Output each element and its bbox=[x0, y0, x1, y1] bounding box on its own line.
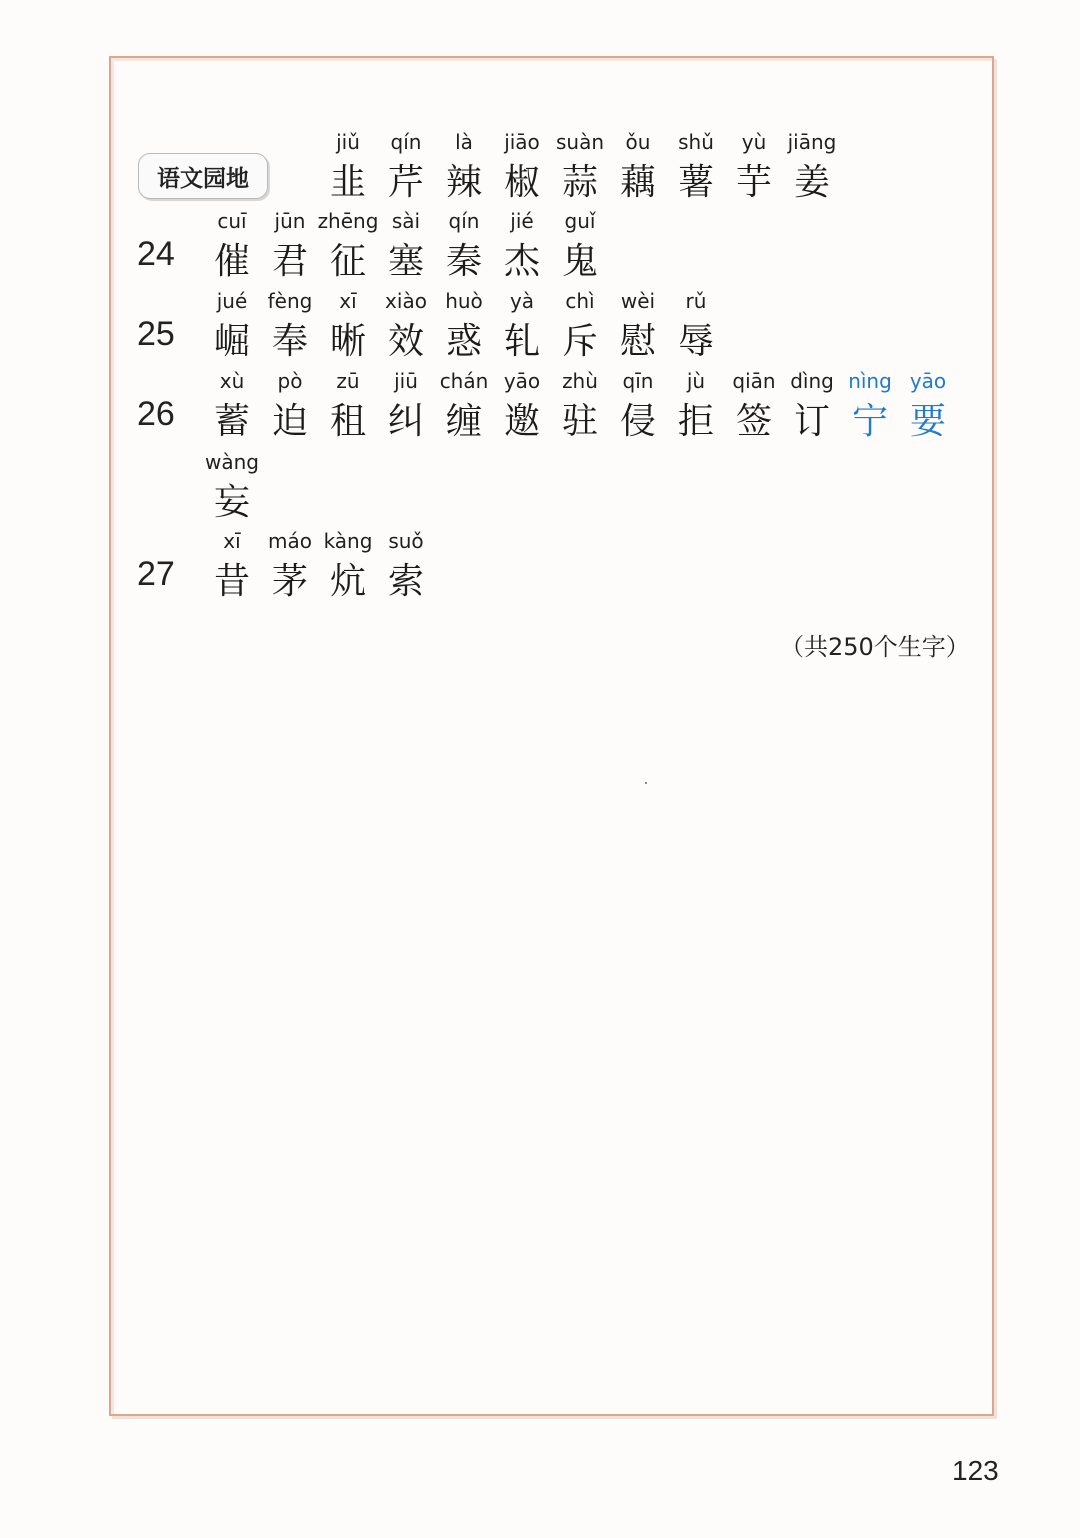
hanzi: 崛 bbox=[213, 321, 250, 362]
hanzi: 辱 bbox=[677, 321, 714, 362]
pinyin: kàng bbox=[323, 529, 373, 553]
pinyin: jué bbox=[216, 289, 248, 313]
pinyin: yāo bbox=[909, 369, 947, 393]
pinyin: jūn bbox=[274, 209, 306, 233]
hanzi: 藕 bbox=[619, 162, 656, 203]
pinyin: xī bbox=[223, 529, 241, 553]
hanzi: 纠 bbox=[387, 401, 424, 442]
hanzi: 姜 bbox=[793, 162, 830, 203]
pinyin: jiǔ bbox=[336, 130, 360, 154]
hanzi: 韭 bbox=[329, 162, 366, 203]
hanzi: 芹 bbox=[387, 162, 424, 203]
hanzi: 芋 bbox=[735, 162, 772, 203]
hanzi: 椒 bbox=[503, 162, 540, 203]
pinyin: suǒ bbox=[388, 529, 424, 553]
pinyin: xiào bbox=[385, 289, 427, 313]
lesson-badge-yuwen-yuandi: 语文园地 bbox=[138, 153, 268, 199]
pinyin: xù bbox=[219, 369, 245, 393]
pinyin: jù bbox=[686, 369, 706, 393]
hanzi: 迫 bbox=[271, 401, 308, 442]
hanzi: 租 bbox=[329, 401, 366, 442]
pinyin: dìng bbox=[790, 369, 834, 393]
pinyin: huò bbox=[445, 289, 483, 313]
pinyin: qín bbox=[390, 130, 422, 154]
hanzi: 蓄 bbox=[213, 401, 250, 442]
pinyin: ǒu bbox=[625, 130, 651, 154]
hanzi: 辣 bbox=[445, 162, 482, 203]
hanzi: 索 bbox=[387, 561, 424, 602]
hanzi: 邀 bbox=[503, 401, 540, 442]
pinyin: zhù bbox=[562, 369, 598, 393]
hanzi: 催 bbox=[213, 241, 250, 282]
hanzi: 缠 bbox=[445, 401, 482, 442]
hanzi: 君 bbox=[271, 241, 308, 282]
pinyin: zhēng bbox=[317, 209, 379, 233]
hanzi: 驻 bbox=[561, 401, 598, 442]
pinyin: là bbox=[455, 130, 473, 154]
hanzi: 侵 bbox=[619, 401, 656, 442]
pinyin: rǔ bbox=[685, 289, 707, 313]
hanzi: 杰 bbox=[503, 241, 540, 282]
hanzi: 蒜 bbox=[561, 162, 598, 203]
hanzi: 塞 bbox=[387, 241, 424, 282]
pinyin: wèi bbox=[620, 289, 656, 313]
pinyin: pò bbox=[277, 369, 303, 393]
pinyin: fèng bbox=[267, 289, 313, 313]
hanzi: 订 bbox=[793, 401, 830, 442]
pinyin: chán bbox=[439, 369, 489, 393]
hanzi: 拒 bbox=[677, 401, 714, 442]
total-count: （共250个生字） bbox=[780, 633, 970, 661]
pinyin: máo bbox=[268, 529, 312, 553]
pinyin: suàn bbox=[555, 130, 605, 154]
hanzi: 薯 bbox=[677, 162, 714, 203]
hanzi: 奉 bbox=[271, 321, 308, 362]
pinyin: jié bbox=[510, 209, 534, 233]
hanzi: 晰 bbox=[329, 321, 366, 362]
pinyin: xī bbox=[339, 289, 357, 313]
pinyin: nìng bbox=[848, 369, 892, 393]
hanzi: 宁 bbox=[851, 401, 888, 442]
hanzi: 要 bbox=[909, 401, 946, 442]
pinyin: cuī bbox=[217, 209, 247, 233]
hanzi: 炕 bbox=[329, 561, 366, 602]
hanzi: 斥 bbox=[561, 321, 598, 362]
pinyin: qīn bbox=[622, 369, 654, 393]
pinyin: qín bbox=[448, 209, 480, 233]
pinyin: wàng bbox=[205, 450, 259, 474]
hanzi: 惑 bbox=[445, 321, 482, 362]
pinyin: zū bbox=[336, 369, 360, 393]
hanzi: 效 bbox=[387, 321, 424, 362]
pinyin: chì bbox=[565, 289, 595, 313]
pinyin: jiū bbox=[394, 369, 418, 393]
pinyin: jiāo bbox=[504, 130, 540, 154]
speck bbox=[645, 782, 647, 784]
pinyin: qiān bbox=[732, 369, 776, 393]
hanzi: 征 bbox=[329, 241, 366, 282]
pinyin: yà bbox=[509, 289, 535, 313]
hanzi: 昔 bbox=[213, 561, 250, 602]
hanzi: 轧 bbox=[503, 321, 540, 362]
pinyin: shǔ bbox=[678, 130, 714, 154]
page-number: 123 bbox=[952, 1455, 999, 1486]
pinyin: yāo bbox=[503, 369, 541, 393]
hanzi: 秦 bbox=[445, 241, 482, 282]
hanzi: 妄 bbox=[213, 482, 250, 523]
pinyin: sài bbox=[391, 209, 421, 233]
lesson-number: 27 bbox=[137, 555, 175, 593]
lesson-number: 25 bbox=[137, 315, 175, 353]
pinyin: yù bbox=[741, 130, 767, 154]
lesson-number: 24 bbox=[137, 235, 175, 273]
lesson-number: 26 bbox=[137, 395, 175, 433]
pinyin: guǐ bbox=[564, 209, 596, 233]
hanzi: 茅 bbox=[271, 561, 308, 602]
pinyin: jiāng bbox=[787, 130, 837, 154]
hanzi: 慰 bbox=[619, 321, 656, 362]
hanzi: 签 bbox=[735, 401, 772, 442]
hanzi: 鬼 bbox=[561, 241, 598, 282]
